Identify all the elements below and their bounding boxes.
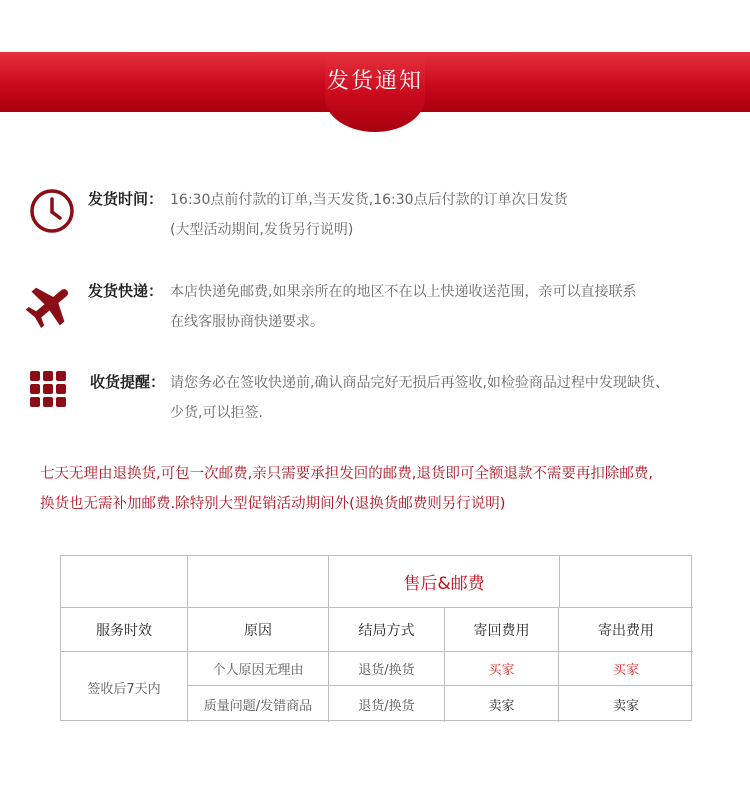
clock-icon	[29, 188, 75, 234]
page-title: 发货通知	[326, 69, 423, 94]
courier-text-2: 在线客服协商快递要求。	[170, 314, 324, 330]
shipping-time-label: 发货时间：	[88, 190, 164, 208]
table-row-1-reason: 个人原因无理由	[188, 652, 329, 686]
table-row-1-method: 退货/换货	[329, 652, 445, 686]
table-row-1-return-fee: 买家	[445, 652, 559, 686]
table-row-2-reason: 质量问题/发错商品	[188, 686, 329, 722]
table-row-2-method: 退货/换货	[329, 686, 445, 722]
courier-text-1: 本店快递免邮费,如果亲所在的地区不在以上快递收送范围，亲可以直接联系	[170, 284, 637, 300]
period-cell: 签收后7天内	[61, 652, 188, 722]
table-blank-cell	[559, 556, 693, 608]
header-resolution: 结局方式	[329, 608, 445, 652]
shipping-time-text-1: 16:30点前付款的订单,当天发货,16:30点后付款的订单次日发货	[170, 192, 568, 208]
courier-label: 发货快递：	[88, 282, 164, 300]
after-sales-table	[60, 555, 692, 721]
table-blank-cell	[61, 556, 188, 608]
table-title: 售后&邮费	[329, 556, 559, 608]
airplane-icon	[26, 280, 76, 328]
header-reason: 原因	[188, 608, 329, 652]
receipt-reminder-label: 收货提醒：	[90, 373, 166, 391]
table-row-2-send-fee: 卖家	[612, 698, 639, 714]
receipt-reminder-text-2: 少货,可以拒签.	[170, 405, 263, 421]
shipping-time-text-2: (大型活动期间,发货另行说明)	[170, 222, 354, 238]
table-row-1-send-fee: 买家	[559, 652, 693, 686]
return-policy-note-2: 换货也无需补加邮费.除特别大型促销活动期间外(退换货邮费则另行说明)	[40, 496, 506, 512]
header-send-fee: 寄出费用	[559, 608, 693, 652]
receipt-reminder-text-1: 请您务必在签收快递前,确认商品完好无损后再签收,如检验商品过程中发现缺货、	[170, 375, 669, 391]
header-service-period: 服务时效	[61, 608, 188, 652]
return-policy-note-1: 七天无理由退换货,可包一次邮费,亲只需要承担发回的邮费,退货即可全额退款不需要再扣除邮费,	[40, 466, 653, 482]
table-blank-cell	[188, 556, 329, 608]
grid-icon	[30, 371, 66, 407]
table-row-2-return-fee: 卖家	[445, 686, 559, 722]
header-return-fee: 寄回费用	[445, 608, 559, 652]
